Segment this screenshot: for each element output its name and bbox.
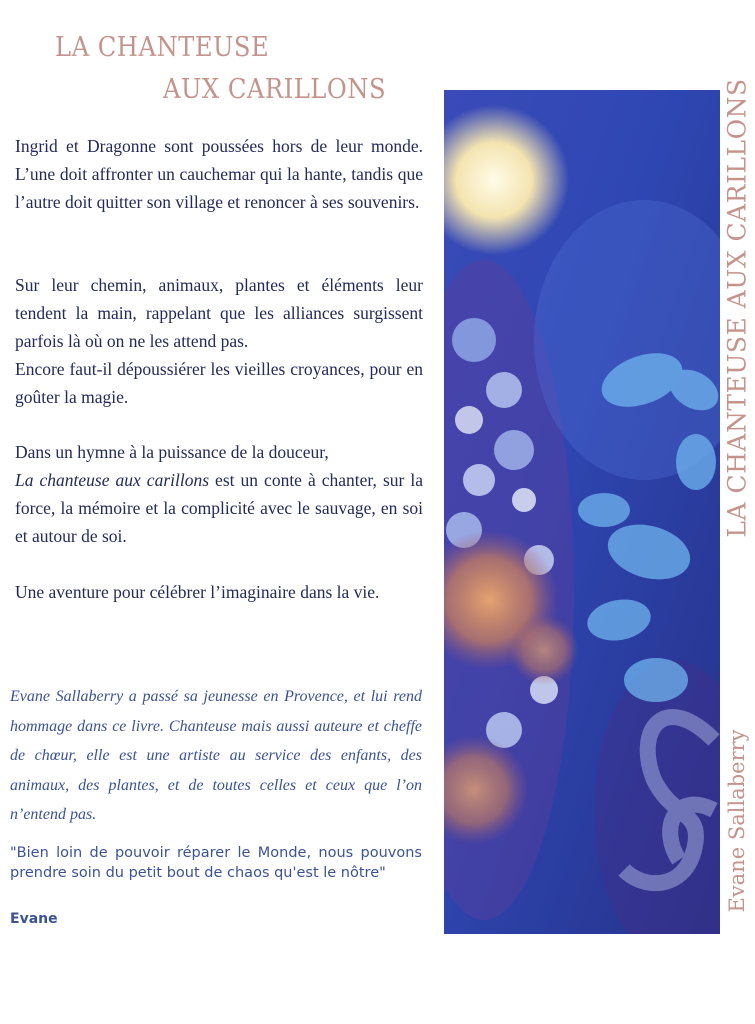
book-title-line-1: LA CHANTEUSE [55,32,270,63]
author-bio: Evane Sallaberry a passé sa jeunesse en Provence, et lui rend hommage dans ce livre. Chanteuse mais aussi auteure et cheffe de chœur, elle est une artiste au service des enfants, des animaux, des plantes, et de toutes celles et ceux que l’on n’entend pas. [10,688,422,823]
artwork-illustration [444,90,720,934]
blurb-paragraph-3-rest: est un conte à chanter, sur la force, la mémoire et la complicité avec le sauvage, en soi et autour de soi. [15,470,423,546]
blurb-paragraph-2 [15,271,423,411]
blurb-paragraph-4: Une aventure pour célébrer l’imaginaire dans la vie. [15,582,380,602]
blurb-paragraph-3-intro: Dans un hymne à la puissance de la douceur, [15,442,329,462]
cover-artwork [444,90,720,934]
spine-author-text: Evane Sallaberry [725,729,749,913]
book-title-line-2: AUX CARILLONS [163,74,387,105]
blurb-paragraph-2a: Sur leur chemin, animaux, plantes et éléments leur tendent la main, rappelant que les alliances surgissent parfois là où on ne les attend pas. [15,275,423,351]
quote-signature: Evane [10,911,58,927]
spine-title [720,78,754,538]
spine-title-text: LA CHANTEUSE AUX CARILLONS [722,78,752,538]
book-title-inline: La chanteuse aux carillons [15,470,210,490]
blurb-paragraph-1: Ingrid et Dragonne sont poussées hors de leur monde. L’une doit affronter un cauchemar qui la hante, tandis que l’autre doit quitter son village et renoncer à ses souvenirs. [15,136,423,212]
blurb-paragraph-3 [15,438,423,550]
spine-author [720,712,754,930]
blurb-paragraph-3-body [15,466,423,550]
blurb-paragraph-2b: Encore faut-il dépoussiérer les vieilles croyances, pour en goûter la magie. [15,359,423,407]
author-quote: "Bien loin de pouvoir réparer le Monde, nous pouvons prendre soin du petit bout de chaos qu'est le nôtre" [10,845,422,881]
